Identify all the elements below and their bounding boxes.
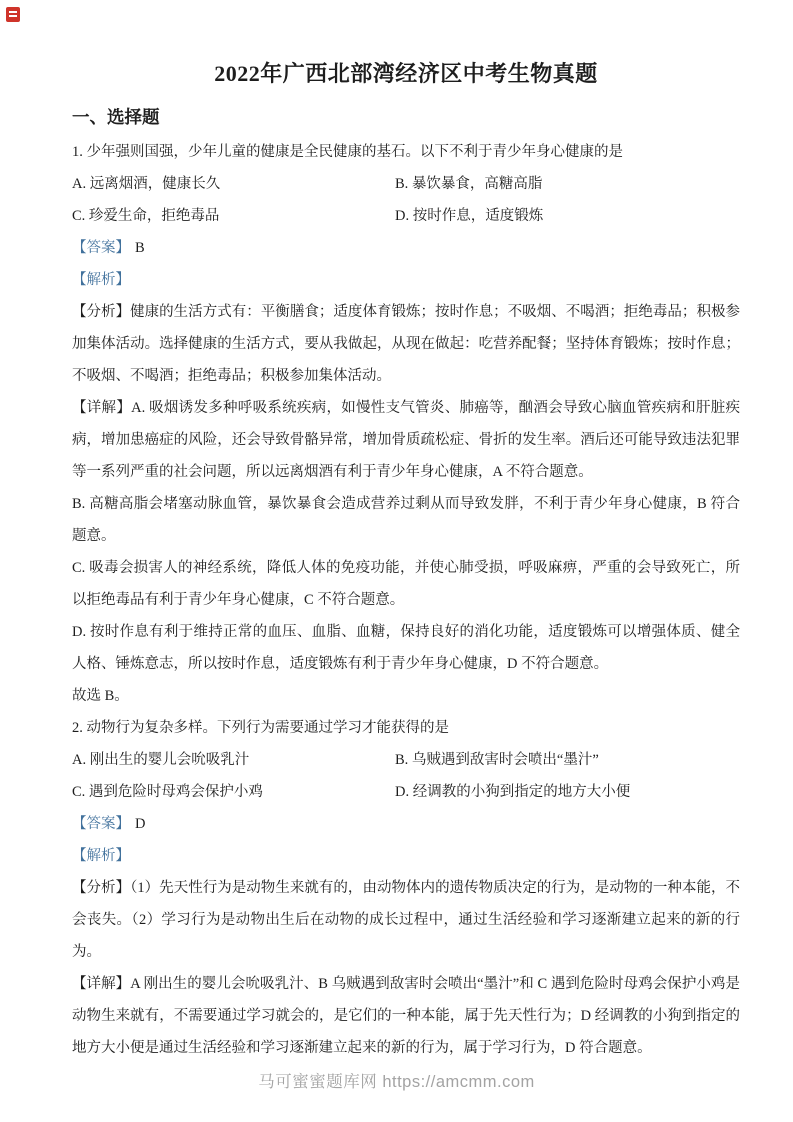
question-2-detail-paragraph: 【详解】A 刚出生的婴儿会吮吸乳汁、B 乌贼遇到敌害时会喷出“墨汁”和 C 遇到危险时母鸡会保护小鸡是动物生来就有，不需要通过学习就会的，是它们的一种本能，属于先天性行为；D 经调教的小狗到指定的地方大小便是通过生活经验和学习逐渐建立起来的新的行为，属于学习行为，D 符合题意。 xyxy=(72,976,740,1056)
page-title: 2022年广西北部湾经济区中考生物真题 xyxy=(214,61,598,86)
question-2-answer-line xyxy=(72,808,740,840)
analysis-label: 【解析】 xyxy=(72,272,130,288)
question-2-option-b: B. 乌贼遇到敌害时会喷出“墨汁” xyxy=(395,752,599,768)
question-2-stem: 2. 动物行为复杂多样。下列行为需要通过学习才能获得的是 xyxy=(72,720,449,736)
question-1-option-b: B. 暴饮暴食，高糖高脂 xyxy=(395,176,543,192)
question-2-option-c: C. 遇到危险时母鸡会保护小鸡 xyxy=(72,784,263,800)
exam-document xyxy=(72,58,740,1064)
question-1-option-a: A. 远离烟酒，健康长久 xyxy=(72,176,221,192)
question-1-detail-c: C. 吸毒会损害人的神经系统，降低人体的免疫功能，并使心肺受损，呼吸麻痹，严重的会导致死亡，所以拒绝毒品有利于青少年身心健康，C 不符合题意。 xyxy=(72,560,740,608)
question-2-option-a: A. 刚出生的婴儿会吮吸乳汁 xyxy=(72,752,250,768)
section-heading-multiple-choice: 一、选择题 xyxy=(72,107,160,127)
question-1-stem: 1. 少年强则国强，少年儿童的健康是全民健康的基石。以下不利于青少年身心健康的是 xyxy=(72,144,623,160)
question-1-analysis-line xyxy=(72,264,740,296)
question-2-options-row-1 xyxy=(72,744,740,776)
question-2-option-d: D. 经调教的小狗到指定的地方大小便 xyxy=(395,784,631,800)
question-2-analysis-paragraph: 【分析】（1）先天性行为是动物生来就有的，由动物体内的遗传物质决定的行为，是动物的一种本能，不会丧失。（2）学习行为是动物出生后在动物的成长过程中，通过生活经验和学习逐渐建立起来的新的行为。 xyxy=(72,880,740,960)
site-watermark: 马可蜜蜜题库网 https://amcmm.com xyxy=(258,1073,535,1091)
question-1-detail-b: B. 高糖高脂会堵塞动脉血管，暴饮暴食会造成营养过剩从而导致发胖，不利于青少年身心健康，B 符合题意。 xyxy=(72,496,740,544)
question-1-answer-line xyxy=(72,232,740,264)
question-2-options-row-2 xyxy=(72,776,740,808)
question-1-detail-a: 【详解】A. 吸烟诱发多种呼吸系统疾病，如慢性支气管炎、肺癌等，酗酒会导致心脑血管疾病和肝脏疾病，增加患癌症的风险，还会导致骨骼异常，增加骨质疏松症、骨折的发生率。酒后还可能导致违法犯罪等一系列严重的社会问题，所以远离烟酒有利于青少年身心健康，A 不符合题意。 xyxy=(72,400,740,480)
question-1-option-c: C. 珍爱生命，拒绝毒品 xyxy=(72,208,220,224)
question-1 xyxy=(72,136,740,712)
question-2 xyxy=(72,712,740,1064)
question-2-analysis-line xyxy=(72,840,740,872)
answer-label: 【答案】 xyxy=(72,240,130,256)
red-stamp-logo-icon xyxy=(6,7,20,22)
answer-value: B xyxy=(135,240,145,256)
answer-value: D xyxy=(135,816,146,832)
answer-label: 【答案】 xyxy=(72,816,130,832)
analysis-label: 【解析】 xyxy=(72,848,130,864)
question-1-analysis-paragraph: 【分析】健康的生活方式有：平衡膳食；适度体育锻炼；按时作息；不吸烟、不喝酒；拒绝毒品；积极参加集体活动。选择健康的生活方式，要从我做起，从现在做起：吃营养配餐；坚持体育锻炼；按时作息；不吸烟、不喝酒；拒绝毒品；积极参加集体活动。 xyxy=(72,304,740,384)
question-1-options-row-1 xyxy=(72,168,740,200)
question-1-detail-d: D. 按时作息有利于维持正常的血压、血脂、血糖，保持良好的消化功能，适度锻炼可以增强体质、健全人格、锤炼意志，所以按时作息，适度锻炼有利于青少年身心健康，D 不符合题意。 xyxy=(72,624,740,672)
question-1-conclusion: 故选 B。 xyxy=(72,688,129,704)
question-1-option-d: D. 按时作息，适度锻炼 xyxy=(395,208,544,224)
question-1-options-row-2 xyxy=(72,200,740,232)
